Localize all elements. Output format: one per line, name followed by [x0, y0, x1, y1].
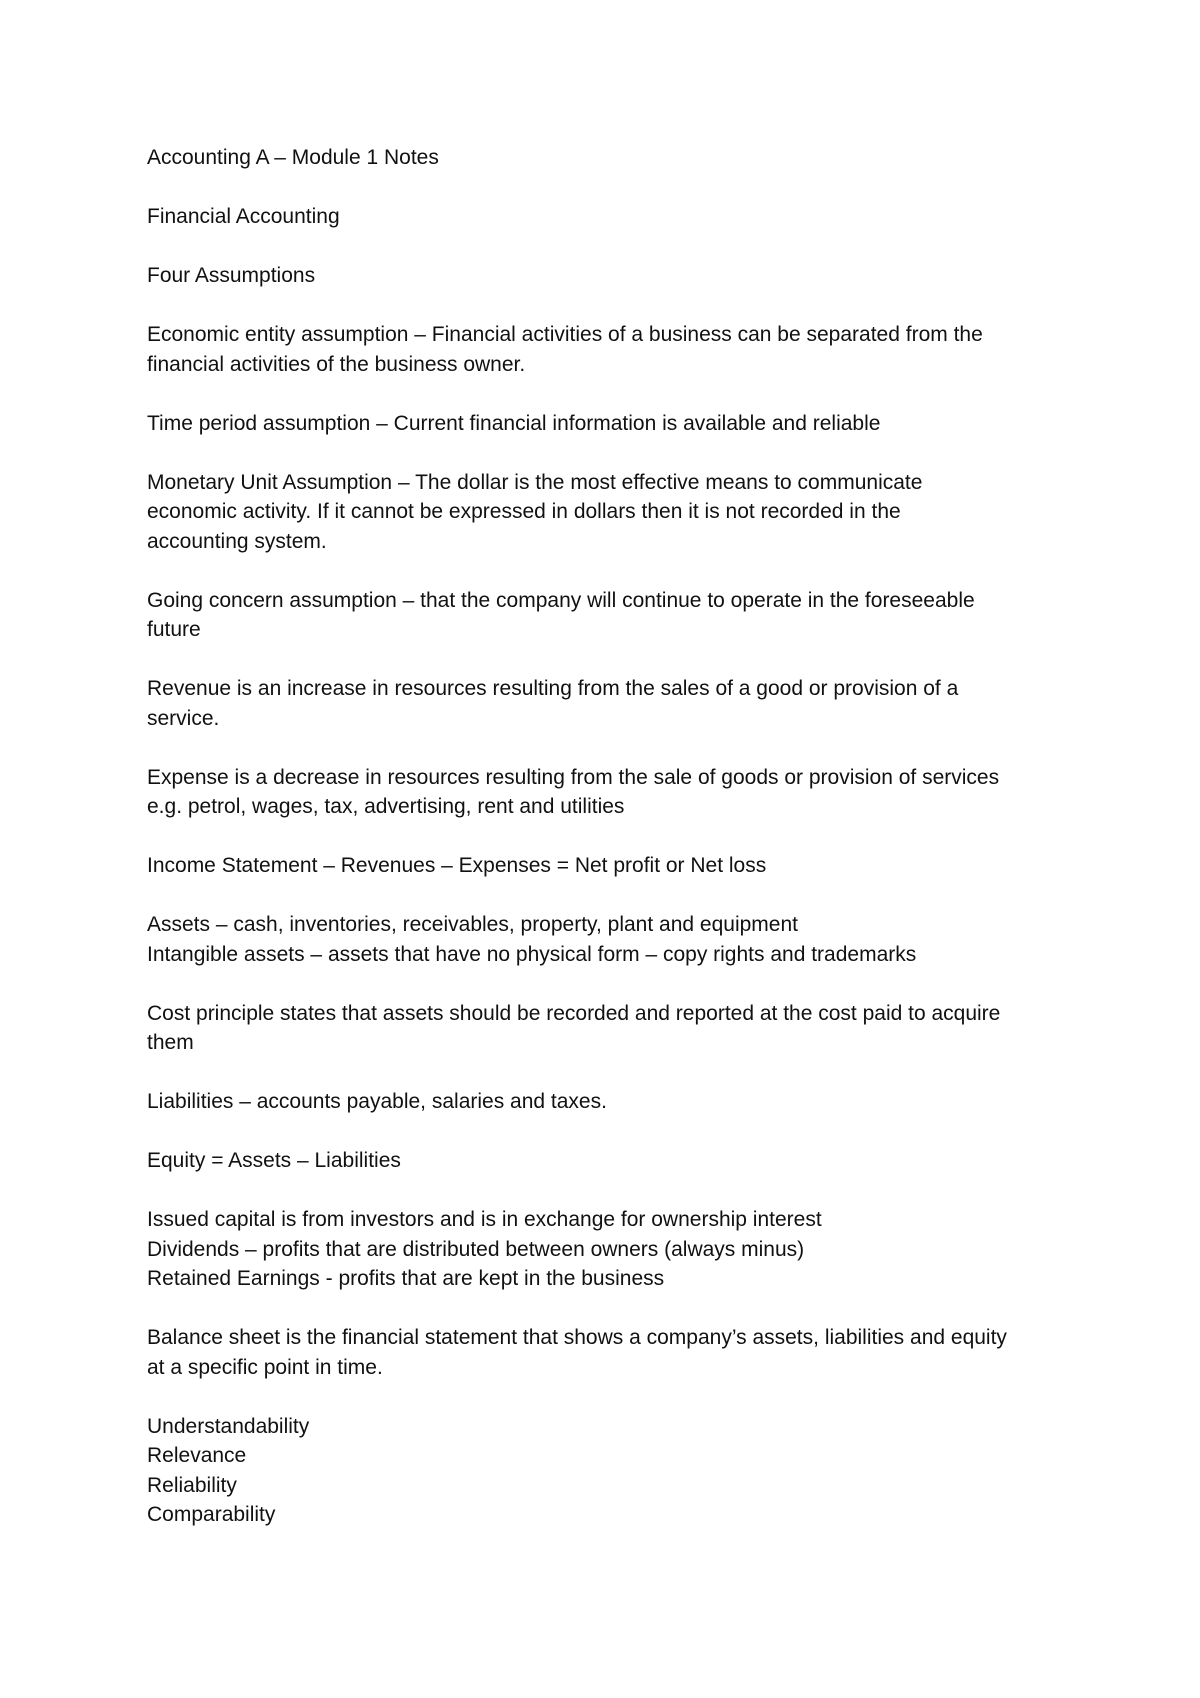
- revenue-paragraph: [147, 674, 1050, 733]
- income-statement-paragraph: [147, 851, 1050, 881]
- paragraph-line: Income Statement – Revenues – Expenses = Net profit or Net loss: [147, 854, 767, 877]
- time-period-paragraph: [147, 409, 1050, 439]
- subsection-heading: [147, 261, 1050, 291]
- qualities-list: [147, 1412, 1050, 1530]
- paragraph-line: Issued capital is from investors and is in exchange for ownership interest: [147, 1208, 822, 1231]
- paragraph-line: Liabilities – accounts payable, salaries and taxes.: [147, 1090, 607, 1113]
- paragraph-line: financial activities of the business owner.: [147, 352, 526, 376]
- title-line: Accounting A – Module 1 Notes: [147, 146, 439, 169]
- balance-sheet-paragraph: [147, 1323, 1050, 1382]
- capital-paragraph: [147, 1205, 1050, 1294]
- quality-item: Understandability: [147, 1414, 310, 1438]
- going-concern-paragraph: [147, 586, 1050, 645]
- paragraph-line: future: [147, 618, 201, 641]
- paragraph-line: Economic entity assumption – Financial activities of a business can be separated from the: [147, 323, 983, 346]
- paragraph-line: Dividends – profits that are distributed between owners (always minus): [147, 1237, 805, 1261]
- liabilities-paragraph: [147, 1087, 1050, 1117]
- paragraph-line: e.g. petrol, wages, tax, advertising, rent and utilities: [147, 795, 625, 818]
- subsection-line: Four Assumptions: [147, 264, 316, 287]
- paragraph-line: economic activity. If it cannot be expressed in dollars then it is not recorded in the: [147, 500, 901, 523]
- assets-paragraph: [147, 910, 1050, 969]
- paragraph-line: accounting system.: [147, 529, 327, 553]
- paragraph-line: Balance sheet is the financial statement that shows a company’s assets, liabilities and equity: [147, 1326, 1007, 1349]
- paragraph-line: Monetary Unit Assumption – The dollar is the most effective means to communicate: [147, 470, 923, 494]
- paragraph-line: Retained Earnings - profits that are kept in the business: [147, 1267, 665, 1290]
- paragraph-line: Expense is a decrease in resources resulting from the sale of goods or provision of services: [147, 765, 1000, 789]
- equity-paragraph: [147, 1146, 1050, 1176]
- paragraph-line: Equity = Assets – Liabilities: [147, 1149, 401, 1172]
- paragraph-line: Assets – cash, inventories, receivables, property, plant and equipment: [147, 913, 798, 936]
- paragraph-line: Time period assumption – Current financial information is available and reliable: [147, 411, 881, 435]
- section-heading: [147, 202, 1050, 232]
- monetary-unit-paragraph: [147, 468, 1050, 557]
- paragraph-line: them: [147, 1031, 194, 1054]
- section-line: Financial Accounting: [147, 205, 340, 228]
- economic-entity-paragraph: [147, 320, 1050, 379]
- paragraph-line: at a specific point in time.: [147, 1355, 383, 1379]
- cost-principle-paragraph: [147, 999, 1050, 1058]
- quality-item: Reliability: [147, 1473, 237, 1497]
- document-title: [147, 143, 1050, 173]
- paragraph-line: Intangible assets – assets that have no physical form – copy rights and trademarks: [147, 942, 917, 966]
- paragraph-line: Revenue is an increase in resources resulting from the sales of a good or provision of a: [147, 677, 959, 700]
- paragraph-line: Going concern assumption – that the company will continue to operate in the foreseeable: [147, 588, 975, 612]
- quality-item: Relevance: [147, 1444, 247, 1467]
- expense-paragraph: [147, 763, 1050, 822]
- quality-item: Comparability: [147, 1503, 276, 1526]
- paragraph-line: service.: [147, 706, 220, 730]
- paragraph-line: Cost principle states that assets should be recorded and reported at the cost paid to acquire: [147, 1001, 1001, 1025]
